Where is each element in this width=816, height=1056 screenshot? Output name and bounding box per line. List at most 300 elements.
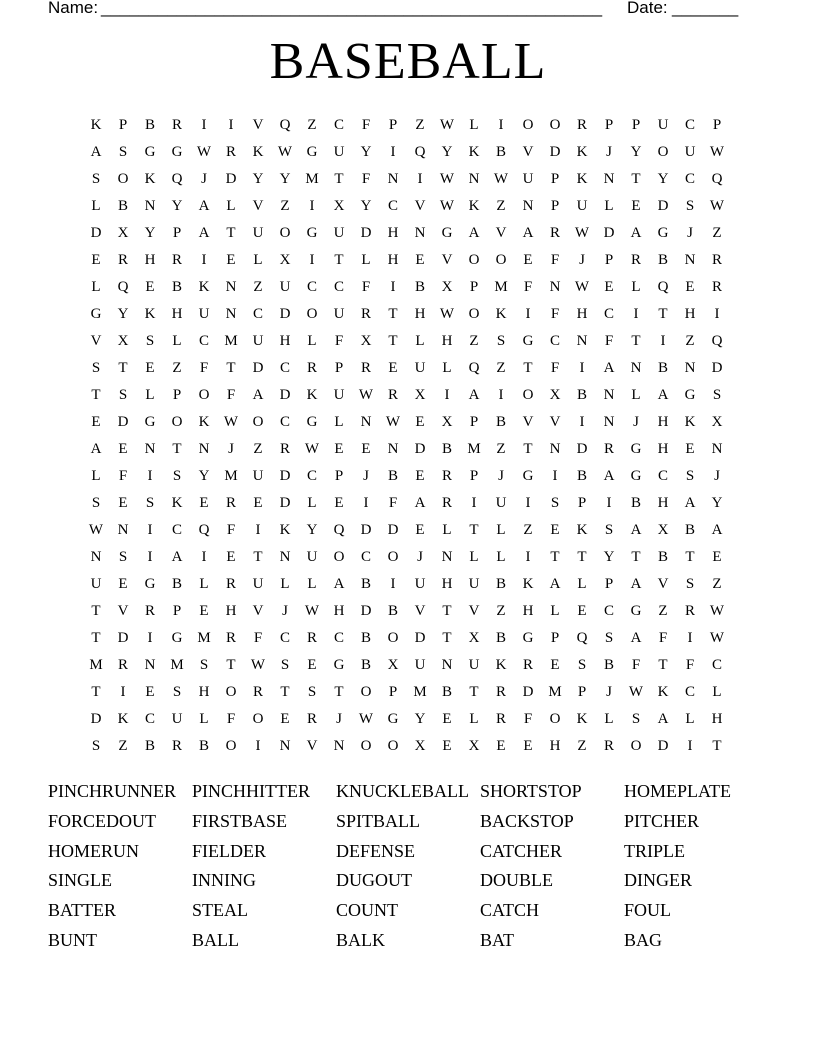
- grid-letter: F: [550, 360, 560, 376]
- grid-letter: O: [306, 306, 318, 322]
- grid-letter: Z: [577, 738, 587, 754]
- grid-letter: I: [606, 495, 612, 511]
- grid-letter: R: [630, 252, 641, 268]
- grid-letter: A: [252, 387, 264, 403]
- grid-letter: L: [226, 198, 236, 214]
- grid-letter: U: [306, 549, 318, 565]
- grid-letter: O: [657, 144, 669, 160]
- grid-letter: J: [606, 684, 612, 700]
- grid-letter: R: [576, 117, 587, 133]
- grid-letter: C: [198, 333, 209, 349]
- grid-letter: E: [415, 522, 425, 538]
- grid-letter: C: [144, 711, 155, 727]
- grid-letter: K: [522, 576, 534, 592]
- grid-letter: O: [360, 684, 372, 700]
- grid-letter: A: [630, 225, 642, 241]
- grid-letter: C: [333, 630, 344, 646]
- grid-letter: A: [90, 144, 102, 160]
- grid-letter: A: [684, 495, 696, 511]
- grid-letter: J: [579, 252, 585, 268]
- grid-letter: F: [523, 279, 533, 295]
- grid-letter: G: [144, 414, 156, 430]
- grid-letter: Q: [711, 171, 723, 187]
- grid-letter: T: [523, 441, 533, 457]
- grid-letter: O: [468, 306, 480, 322]
- grid-letter: U: [684, 144, 696, 160]
- grid-letter: U: [333, 387, 345, 403]
- grid-letter: S: [712, 387, 722, 403]
- grid-letter: L: [685, 711, 695, 727]
- grid-letter: G: [387, 711, 399, 727]
- grid-letter: Z: [253, 441, 263, 457]
- word-bank-item: TRIPLE: [624, 840, 685, 861]
- word-bank-item: BAT: [480, 929, 515, 950]
- grid-letter: C: [603, 603, 614, 619]
- date-blank-line: _______: [672, 0, 739, 17]
- grid-letter: X: [117, 333, 129, 349]
- grid-letter: E: [334, 495, 344, 511]
- grid-letter: D: [90, 225, 102, 241]
- grid-letter: S: [172, 468, 182, 484]
- grid-letter: C: [684, 171, 695, 187]
- grid-letter: I: [579, 414, 585, 430]
- grid-letter: Y: [711, 495, 723, 511]
- name-blank-line: _____________________________________________________: [101, 0, 603, 17]
- grid-letter: V: [117, 603, 129, 619]
- grid-letter: S: [280, 657, 290, 673]
- grid-letter: Y: [198, 468, 210, 484]
- grid-letter: G: [171, 144, 183, 160]
- grid-letter: N: [144, 657, 156, 673]
- grid-letter: D: [360, 225, 372, 241]
- grid-letter: L: [469, 117, 479, 133]
- grid-letter: U: [198, 306, 210, 322]
- grid-letter: T: [442, 630, 452, 646]
- grid-letter: S: [118, 549, 128, 565]
- grid-letter: Z: [496, 441, 506, 457]
- grid-letter: E: [388, 360, 398, 376]
- grid-letter: D: [225, 171, 237, 187]
- grid-letter: R: [549, 225, 560, 241]
- grid-letter: Y: [306, 522, 318, 538]
- grid-letter: U: [333, 144, 345, 160]
- grid-letter: K: [576, 144, 588, 160]
- grid-letter: M: [224, 468, 238, 484]
- grid-letter: L: [199, 711, 209, 727]
- grid-letter: R: [171, 252, 182, 268]
- grid-letter: S: [145, 495, 155, 511]
- date-label: Date:: [627, 0, 668, 17]
- grid-letter: U: [333, 306, 345, 322]
- word-bank-item: CATCH: [480, 900, 540, 921]
- grid-letter: I: [363, 495, 369, 511]
- grid-letter: T: [469, 522, 479, 538]
- grid-letter: H: [333, 603, 345, 619]
- grid-letter: L: [307, 333, 317, 349]
- grid-letter: Z: [307, 117, 317, 133]
- grid-letter: B: [360, 630, 371, 646]
- grid-letter: S: [685, 198, 695, 214]
- grid-letter: A: [630, 522, 642, 538]
- grid-letter: J: [633, 414, 639, 430]
- grid-letter: F: [199, 360, 209, 376]
- grid-letter: O: [387, 738, 399, 754]
- grid-letter: L: [253, 252, 263, 268]
- grid-letter: G: [522, 468, 534, 484]
- grid-letter: M: [305, 171, 319, 187]
- grid-letter: I: [579, 360, 585, 376]
- grid-letter: X: [117, 225, 129, 241]
- grid-letter: Z: [496, 360, 506, 376]
- grid-letter: S: [199, 657, 209, 673]
- grid-letter: B: [603, 657, 614, 673]
- grid-letter: R: [360, 306, 371, 322]
- grid-letter: E: [442, 738, 452, 754]
- grid-letter: S: [685, 468, 695, 484]
- grid-letter: T: [712, 738, 722, 754]
- grid-letter: Y: [144, 225, 156, 241]
- grid-letter: L: [469, 711, 479, 727]
- grid-letter: L: [496, 549, 506, 565]
- grid-letter: H: [387, 225, 399, 241]
- grid-letter: D: [549, 144, 561, 160]
- grid-letter: X: [333, 198, 345, 214]
- grid-letter: K: [279, 522, 291, 538]
- grid-letter: S: [118, 144, 128, 160]
- grid-letter: D: [279, 468, 291, 484]
- grid-letter: Y: [117, 306, 129, 322]
- grid-letter: W: [358, 387, 374, 403]
- word-bank-row: [48, 838, 768, 868]
- grid-letter: P: [334, 360, 344, 376]
- grid-letter: C: [171, 522, 182, 538]
- grid-letter: Q: [414, 144, 426, 160]
- grid-letter: I: [498, 387, 504, 403]
- grid-letter: B: [495, 414, 506, 430]
- grid-letter: U: [468, 576, 480, 592]
- grid-letter: E: [415, 414, 425, 430]
- grid-letter: F: [685, 657, 695, 673]
- grid-letter: A: [549, 576, 561, 592]
- grid-letter: N: [576, 333, 588, 349]
- word-bank-item: DUGOUT: [336, 870, 412, 891]
- grid-letter: D: [279, 306, 291, 322]
- grid-letter: A: [333, 576, 345, 592]
- grid-letter: B: [657, 549, 668, 565]
- grid-letter: G: [630, 603, 642, 619]
- grid-letter: G: [306, 225, 318, 241]
- grid-letter: X: [414, 387, 426, 403]
- grid-letter: F: [253, 630, 263, 646]
- grid-letter: C: [711, 657, 722, 673]
- grid-letter: B: [144, 117, 155, 133]
- grid-letter: T: [334, 171, 344, 187]
- grid-letter: I: [390, 144, 396, 160]
- grid-letter: A: [603, 468, 615, 484]
- grid-letter: N: [198, 441, 210, 457]
- grid-letter: H: [522, 603, 534, 619]
- grid-letter: U: [576, 198, 588, 214]
- grid-letter: M: [224, 333, 238, 349]
- grid-letter: U: [171, 711, 183, 727]
- word-bank-item: BACKSTOP: [480, 810, 574, 831]
- grid-letter: K: [468, 198, 480, 214]
- grid-letter: S: [118, 387, 128, 403]
- grid-letter: D: [657, 738, 669, 754]
- grid-letter: F: [631, 657, 641, 673]
- grid-letter: C: [279, 360, 290, 376]
- grid-letter: M: [413, 684, 427, 700]
- grid-letter: K: [144, 306, 156, 322]
- grid-letter: U: [333, 225, 345, 241]
- grid-letter: W: [250, 657, 266, 673]
- grid-letter: W: [574, 279, 590, 295]
- grid-letter: T: [631, 333, 641, 349]
- grid-letter: F: [550, 306, 560, 322]
- grid-letter: R: [360, 360, 371, 376]
- grid-letter: P: [118, 117, 128, 133]
- grid-letter: A: [603, 360, 615, 376]
- grid-letter: O: [522, 387, 534, 403]
- grid-letter: R: [279, 441, 290, 457]
- grid-letter: E: [334, 441, 344, 457]
- grid-letter: J: [417, 549, 423, 565]
- grid-letter: N: [144, 198, 156, 214]
- grid-letter: I: [201, 117, 207, 133]
- grid-letter: E: [226, 252, 236, 268]
- grid-letter: O: [252, 711, 264, 727]
- grid-letter: T: [631, 171, 641, 187]
- grid-letter: D: [360, 522, 372, 538]
- grid-letter: G: [144, 576, 156, 592]
- grid-letter: T: [388, 306, 398, 322]
- grid-letter: O: [225, 738, 237, 754]
- grid-letter: I: [201, 252, 207, 268]
- grid-letter: U: [90, 576, 102, 592]
- word-bank-item: STEAL: [192, 900, 248, 921]
- word-bank-item: BUNT: [48, 929, 97, 950]
- grid-letter: R: [252, 684, 263, 700]
- grid-letter: F: [226, 711, 236, 727]
- grid-letter: K: [198, 279, 210, 295]
- grid-letter: Q: [171, 171, 183, 187]
- grid-letter: G: [630, 468, 642, 484]
- grid-letter: B: [387, 468, 398, 484]
- grid-letter: W: [709, 198, 725, 214]
- grid-letter: I: [660, 333, 666, 349]
- word-bank-item: KNUCKLEBALL: [336, 781, 469, 801]
- grid-letter: X: [549, 387, 561, 403]
- grid-letter: D: [414, 441, 426, 457]
- grid-letter: R: [117, 657, 128, 673]
- grid-letter: J: [606, 144, 612, 160]
- grid-letter: D: [657, 198, 669, 214]
- grid-letter: E: [415, 468, 425, 484]
- grid-letter: K: [252, 144, 264, 160]
- grid-letter: V: [468, 603, 480, 619]
- grid-letter: S: [631, 711, 641, 727]
- grid-letter: S: [496, 333, 506, 349]
- grid-letter: G: [333, 657, 345, 673]
- grid-letter: V: [252, 198, 264, 214]
- grid-letter: K: [576, 711, 588, 727]
- grid-letter: F: [118, 468, 128, 484]
- grid-letter: R: [225, 144, 236, 160]
- grid-letter: F: [334, 333, 344, 349]
- grid-letter: S: [91, 738, 101, 754]
- grid-letter: T: [253, 549, 263, 565]
- grid-letter: K: [495, 306, 507, 322]
- word-bank-item: SPITBALL: [336, 810, 421, 831]
- grid-letter: O: [387, 630, 399, 646]
- grid-letter: B: [495, 630, 506, 646]
- grid-letter: O: [252, 414, 264, 430]
- grid-letter: W: [439, 306, 455, 322]
- grid-letter: L: [712, 684, 722, 700]
- grid-letter: S: [604, 630, 614, 646]
- grid-letter: W: [709, 144, 725, 160]
- grid-letter: V: [657, 576, 669, 592]
- grid-letter: D: [252, 360, 264, 376]
- grid-letter: L: [469, 549, 479, 565]
- grid-letter: Y: [171, 198, 183, 214]
- grid-letter: R: [684, 603, 695, 619]
- grid-letter: A: [414, 495, 426, 511]
- grid-letter: P: [577, 684, 587, 700]
- word-bank-row: [48, 808, 768, 838]
- grid-letter: X: [279, 252, 291, 268]
- grid-letter: P: [550, 198, 560, 214]
- grid-letter: B: [387, 603, 398, 619]
- grid-letter: L: [361, 252, 371, 268]
- grid-letter: H: [225, 603, 237, 619]
- grid-letter: K: [117, 711, 129, 727]
- grid-letter: B: [576, 387, 587, 403]
- grid-letter: N: [90, 549, 102, 565]
- grid-letter: V: [252, 117, 264, 133]
- grid-letter: C: [360, 549, 371, 565]
- grid-letter: I: [120, 684, 126, 700]
- grid-letter: H: [198, 684, 210, 700]
- grid-letter: B: [657, 360, 668, 376]
- grid-letter: I: [147, 630, 153, 646]
- grid-letter: P: [469, 468, 479, 484]
- grid-letter: G: [306, 414, 318, 430]
- grid-letter: V: [549, 414, 561, 430]
- grid-letter: O: [360, 738, 372, 754]
- grid-letter: X: [441, 279, 453, 295]
- grid-letter: U: [252, 225, 264, 241]
- grid-letter: B: [630, 495, 641, 511]
- grid-letter: L: [577, 576, 587, 592]
- grid-letter: C: [252, 306, 263, 322]
- grid-letter: D: [117, 630, 129, 646]
- word-bank: [48, 778, 768, 957]
- grid-letter: P: [631, 117, 641, 133]
- grid-letter: E: [118, 441, 128, 457]
- grid-letter: L: [631, 387, 641, 403]
- grid-letter: E: [307, 657, 317, 673]
- grid-letter: N: [549, 441, 561, 457]
- grid-letter: U: [657, 117, 669, 133]
- grid-letter: B: [171, 279, 182, 295]
- grid-letter: W: [277, 144, 293, 160]
- grid-letter: D: [414, 630, 426, 646]
- grid-letter: N: [333, 738, 345, 754]
- grid-letter: R: [306, 630, 317, 646]
- grid-letter: I: [525, 495, 531, 511]
- grid-letter: K: [144, 171, 156, 187]
- grid-letter: W: [439, 117, 455, 133]
- grid-letter: W: [574, 225, 590, 241]
- grid-letter: G: [90, 306, 102, 322]
- grid-letter: D: [387, 522, 399, 538]
- word-bank-item: BALL: [192, 929, 239, 950]
- grid-letter: Z: [658, 603, 668, 619]
- grid-letter: V: [252, 603, 264, 619]
- grid-letter: P: [172, 225, 182, 241]
- grid-letter: C: [333, 117, 344, 133]
- grid-letter: D: [711, 360, 723, 376]
- grid-letter: X: [711, 414, 723, 430]
- grid-letter: F: [550, 252, 560, 268]
- grid-letter: B: [657, 252, 668, 268]
- grid-letter: P: [388, 117, 398, 133]
- grid-letter: P: [172, 387, 182, 403]
- grid-letter: C: [387, 198, 398, 214]
- grid-letter: D: [90, 711, 102, 727]
- grid-letter: N: [225, 306, 237, 322]
- grid-letter: A: [90, 441, 102, 457]
- grid-letter: U: [279, 279, 291, 295]
- grid-letter: S: [577, 657, 587, 673]
- grid-letter: L: [334, 414, 344, 430]
- grid-letter: R: [144, 603, 155, 619]
- grid-letter: D: [603, 225, 615, 241]
- grid-letter: A: [198, 198, 210, 214]
- grid-letter: H: [414, 306, 426, 322]
- grid-letter: W: [88, 522, 104, 538]
- grid-letter: J: [282, 603, 288, 619]
- grid-letter: R: [522, 657, 533, 673]
- grid-letter: O: [171, 414, 183, 430]
- grid-letter: U: [495, 495, 507, 511]
- grid-letter: S: [91, 171, 101, 187]
- grid-letter: K: [576, 171, 588, 187]
- grid-letter: A: [468, 225, 480, 241]
- grid-letter: W: [304, 603, 320, 619]
- word-bank-item: CATCHER: [480, 840, 563, 861]
- grid-letter: L: [280, 576, 290, 592]
- grid-letter: Y: [360, 198, 372, 214]
- grid-letter: J: [498, 468, 504, 484]
- grid-letter: T: [631, 549, 641, 565]
- grid-letter: E: [685, 279, 695, 295]
- grid-letter: O: [198, 387, 210, 403]
- grid-letter: P: [334, 468, 344, 484]
- word-bank-item: SINGLE: [48, 870, 112, 891]
- grid-letter: L: [91, 198, 101, 214]
- name-label: Name:: [48, 0, 99, 17]
- grid-letter: V: [306, 738, 318, 754]
- grid-letter: T: [91, 630, 101, 646]
- grid-letter: B: [495, 144, 506, 160]
- grid-letter: W: [304, 441, 320, 457]
- grid-letter: Y: [414, 711, 426, 727]
- word-bank-row: [48, 927, 768, 957]
- word-bank-item: PINCHRUNNER: [48, 781, 177, 801]
- grid-letter: T: [469, 684, 479, 700]
